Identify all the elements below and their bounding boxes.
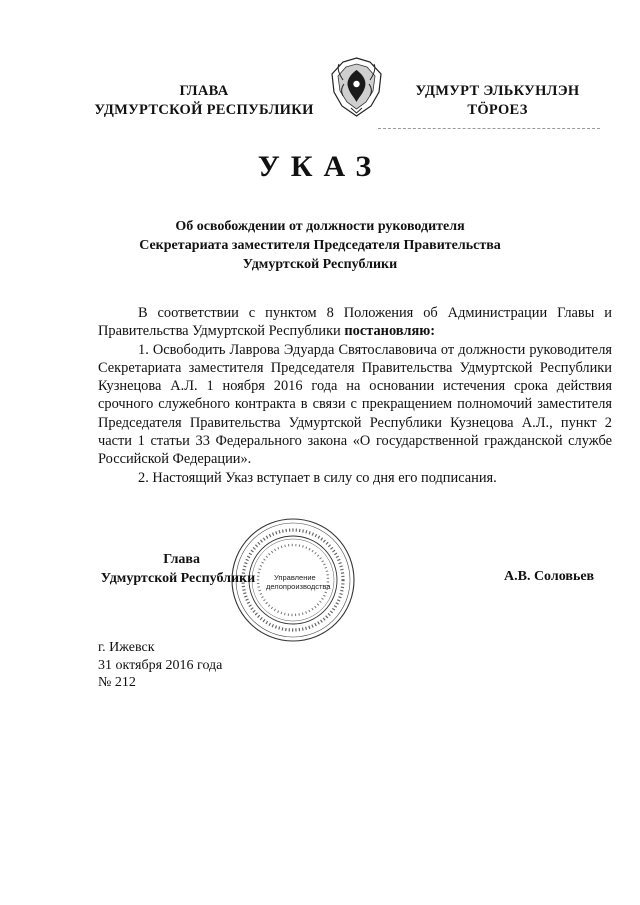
signatory-title [98,550,258,588]
header-right-line2: ТӦРОЕЗ [467,102,528,118]
signatory-name: А.В. Соловьев [504,569,595,584]
header-left-title [84,82,324,120]
place-of-signing: г. Ижевск [98,640,155,655]
header-right-line1: УДМУРТ ЭЛЬКУНЛЭН [415,83,580,99]
header-left-line2: УДМУРТСКОЙ РЕСПУБЛИКИ [94,102,314,118]
stamp-line2: делопроизводства [266,582,331,591]
subject-line1: Об освобождении от должности руководителя [175,219,465,234]
header-divider [378,128,600,131]
document-footer [98,639,222,692]
document-type-title: УКАЗ [257,150,383,183]
subject-line3: Удмуртской Республики [242,257,398,272]
preamble-paragraph [98,304,612,341]
preamble-text: В соответствии с пунктом 8 Положения об Администрации Главы и Правительства Удмуртской Республики [98,305,612,340]
decree-number: № 212 [98,675,136,690]
header-right-title [395,82,600,120]
stamp-line1: Управление [274,573,316,582]
subject-line2: Секретариата заместителя Председателя Правительства [139,238,501,253]
decree-keyword: постановляю: [344,323,436,340]
signatory-title-line1: Глава [163,552,200,567]
stamp-label [266,573,331,591]
decree-item-2: 2. Настоящий Указ вступает в силу со дня его подписания. [138,469,497,486]
header-left-line1: ГЛАВА [179,83,229,99]
signatory-title-line2: Удмуртской Республики [100,571,256,586]
udmurt-coat-of-arms-icon [329,56,384,118]
document-body [98,304,612,487]
document-subject [130,217,510,274]
signing-date: 31 октября 2016 года [98,657,223,673]
decree-item-1: 1. Освободить Лаврова Эдуарда Святославовича от должности руководителя Секретариата заместителя Председателя Правительства Удмуртской Республики Кузнецова А.Л. 1 ноября 2016 года на основании истечения срока действия срочного служебного контракта в связи с прекращением полномочий заместителя Председателя Правительства Удмуртской Республики Кузнецова А.Л., пункт 2 части 1 статьи 33 Федерального закона «О государственной гражданской службе Российской Федерации». [98,341,612,468]
